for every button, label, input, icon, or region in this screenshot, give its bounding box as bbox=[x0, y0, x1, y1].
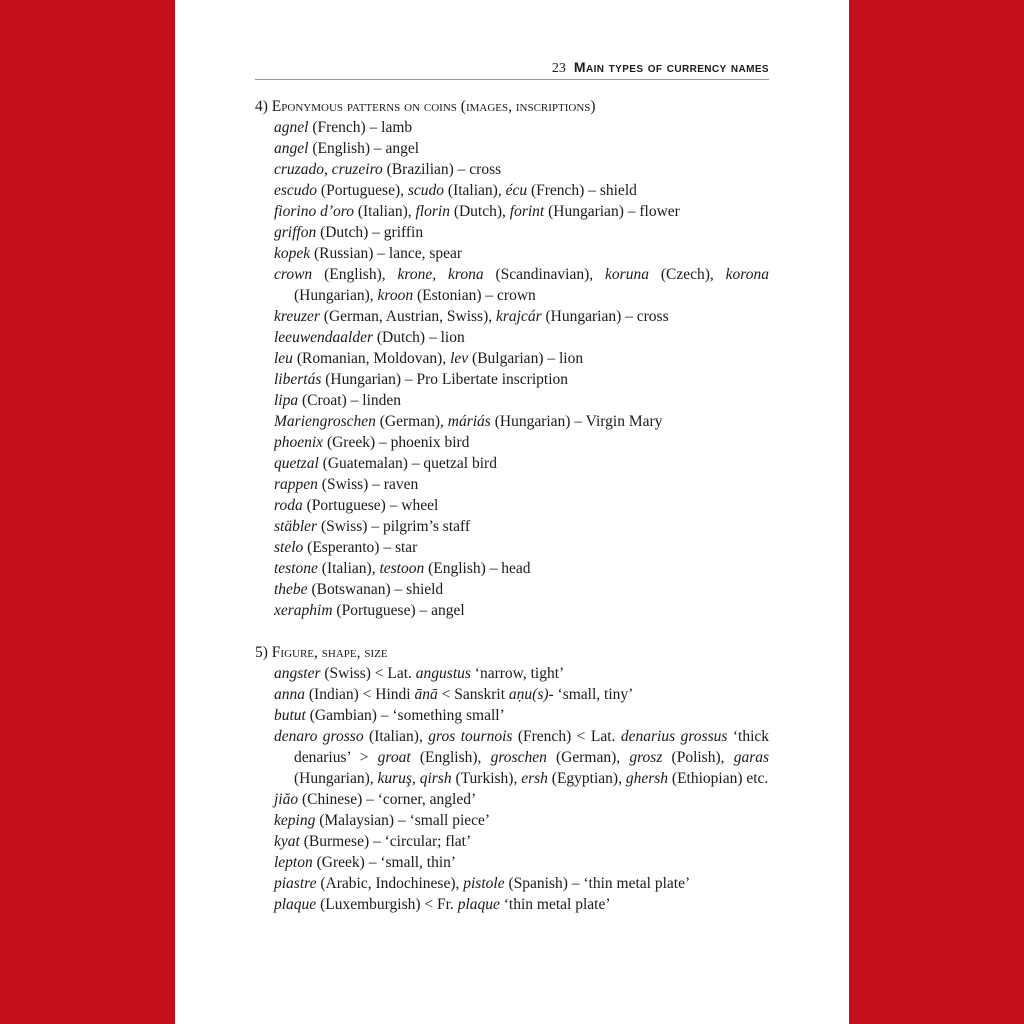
entry bbox=[255, 138, 769, 159]
entry bbox=[255, 894, 769, 915]
entry bbox=[255, 369, 769, 390]
entry-text: (Polish), bbox=[662, 749, 734, 766]
entry-term: plaque bbox=[457, 896, 500, 913]
entry-text: (Botswanan) – shield bbox=[307, 581, 444, 598]
entry-term: thebe bbox=[274, 581, 308, 598]
section-eponymous-patterns bbox=[255, 96, 769, 621]
entry-text: ‘thin metal plate’ bbox=[499, 896, 611, 913]
entry-text: (Hungarian), bbox=[294, 287, 378, 304]
entry-text: (English), bbox=[312, 266, 398, 283]
entry-term: denaro grosso bbox=[274, 728, 364, 745]
section-number: 4) bbox=[255, 98, 268, 115]
entry-text: (Romanian, Moldovan), bbox=[292, 350, 451, 367]
running-header bbox=[255, 58, 769, 80]
entry bbox=[255, 327, 769, 348]
entry-text: (Turkish), bbox=[451, 770, 522, 787]
entry bbox=[255, 831, 769, 852]
entry-text: (Dutch) – griffin bbox=[316, 224, 424, 241]
entry bbox=[255, 600, 769, 621]
entry-term: garas bbox=[733, 749, 770, 766]
entry-text: (Greek) – ‘small, thin’ bbox=[312, 854, 457, 871]
section-heading bbox=[255, 96, 769, 117]
entry-text: (Luxemburgish) < Fr. bbox=[316, 896, 458, 913]
entry bbox=[255, 705, 769, 726]
entry-term: plaque bbox=[274, 896, 317, 913]
entry-text: (German), bbox=[375, 413, 448, 430]
entry-text: (English) – angel bbox=[308, 140, 420, 157]
header-rule bbox=[255, 79, 769, 80]
entry-term: krajcár bbox=[496, 308, 542, 325]
entry-term: koruna bbox=[605, 266, 649, 283]
entry-text: (French) < Lat. bbox=[512, 728, 621, 745]
entry-text: (Bulgarian) – lion bbox=[468, 350, 584, 367]
entry bbox=[255, 495, 769, 516]
entry-text: (Estonian) – crown bbox=[413, 287, 536, 304]
entry-term: denarius grossus bbox=[620, 728, 728, 745]
entry bbox=[255, 432, 769, 453]
entry-text: (Hungarian), bbox=[294, 770, 378, 787]
entry-term: quetzal bbox=[274, 455, 319, 472]
entry-text: (Chinese) – ‘corner, angled’ bbox=[298, 791, 477, 808]
entry-term: jiăo bbox=[274, 791, 299, 808]
entry bbox=[255, 453, 769, 474]
entry-text: (French) – shield bbox=[527, 182, 637, 199]
entry-term: leeuwendaalder bbox=[274, 329, 374, 346]
entry-text: (Swiss) – pilgrim’s staff bbox=[317, 518, 471, 535]
entry bbox=[255, 117, 769, 138]
entry-text: (Hungarian) – Pro Libertate inscription bbox=[321, 371, 569, 388]
entry-term: gros tournois bbox=[428, 728, 513, 745]
entry bbox=[255, 516, 769, 537]
entry bbox=[255, 558, 769, 579]
entry bbox=[255, 663, 769, 684]
entry-term: phoenix bbox=[274, 434, 324, 451]
entry-term: groat bbox=[377, 749, 411, 766]
entry-term: rappen bbox=[274, 476, 318, 493]
entry bbox=[255, 306, 769, 327]
entry-term: crown bbox=[274, 266, 313, 283]
entry-text: (Hungarian) – flower bbox=[544, 203, 680, 220]
entry-text: (German), bbox=[546, 749, 630, 766]
entry-text: (Portuguese) – angel bbox=[332, 602, 465, 619]
entry-text: (Ethiopian) etc. bbox=[668, 770, 769, 787]
entry-text: (Spanish) – ‘thin metal plate’ bbox=[504, 875, 691, 892]
entry-text: (Egyptian), bbox=[547, 770, 626, 787]
entry-term: keping bbox=[274, 812, 316, 829]
entry-term: angster bbox=[274, 665, 321, 682]
entry bbox=[255, 726, 769, 789]
entry-term: angel bbox=[274, 140, 309, 157]
entry-term: kroon bbox=[377, 287, 414, 304]
entry bbox=[255, 180, 769, 201]
entry bbox=[255, 159, 769, 180]
entry-text: - ‘small, tiny’ bbox=[548, 686, 634, 703]
entry-text: (Guatemalan) – quetzal bird bbox=[318, 455, 497, 472]
entry bbox=[255, 810, 769, 831]
entry-text: (English), bbox=[410, 749, 491, 766]
page-body bbox=[255, 96, 769, 915]
entry-text: (Italian), bbox=[317, 560, 380, 577]
entry-term: lepton bbox=[274, 854, 313, 871]
entry-text: (Czech), bbox=[648, 266, 726, 283]
entry-term: leu bbox=[274, 350, 293, 367]
section-heading bbox=[255, 642, 769, 663]
section-figure-shape-size bbox=[255, 642, 769, 915]
entry-text: (German, Austrian, Swiss), bbox=[319, 308, 496, 325]
entry-text: (Italian), bbox=[444, 182, 506, 199]
entry-term: butut bbox=[274, 707, 306, 724]
entry bbox=[255, 411, 769, 432]
entry-term: ānā bbox=[414, 686, 438, 703]
entry bbox=[255, 243, 769, 264]
entry-term: groschen bbox=[490, 749, 547, 766]
entry-term: ghersh bbox=[625, 770, 669, 787]
entry-term: testoon bbox=[379, 560, 425, 577]
book-page bbox=[175, 0, 849, 1024]
entry-term: stelo bbox=[274, 539, 304, 556]
entry bbox=[255, 579, 769, 600]
entry-text: (Dutch), bbox=[449, 203, 510, 220]
entry-term: fiorino d’oro bbox=[274, 203, 354, 220]
section-title: Figure, shape, size bbox=[271, 644, 388, 661]
entry-text: (Hungarian) – Virgin Mary bbox=[490, 413, 663, 430]
entry bbox=[255, 222, 769, 243]
entry-term: agnel bbox=[274, 119, 309, 136]
entry-text: (French) – lamb bbox=[308, 119, 413, 136]
entry-term: krone, krona bbox=[397, 266, 484, 283]
entry-text: (Arabic, Indochinese), bbox=[316, 875, 464, 892]
entry-term: xeraphim bbox=[274, 602, 333, 619]
entry-text: (Portuguese), bbox=[317, 182, 408, 199]
page-number: 23 bbox=[551, 61, 566, 76]
entry-term: anna bbox=[274, 686, 305, 703]
entry-term: korona bbox=[725, 266, 769, 283]
entry-list bbox=[255, 117, 769, 621]
entry-term: kreuzer bbox=[274, 308, 320, 325]
entry-text: (Burmese) – ‘circular; flat’ bbox=[299, 833, 472, 850]
entry-term: roda bbox=[274, 497, 303, 514]
entry-text: (Hungarian) – cross bbox=[541, 308, 669, 325]
section-title: Eponymous patterns on coins (images, inscriptions) bbox=[271, 98, 596, 115]
entry-text: (Indian) < Hindi bbox=[305, 686, 415, 703]
entry-term: escudo bbox=[274, 182, 318, 199]
entry-text: (Italian), bbox=[363, 728, 429, 745]
entry-text: (Scandinavian), bbox=[483, 266, 606, 283]
entry-term: aṇu(s) bbox=[508, 686, 549, 703]
entry bbox=[255, 264, 769, 306]
entry-term: angustus bbox=[415, 665, 471, 682]
entry-text: (Dutch) – lion bbox=[373, 329, 465, 346]
entry bbox=[255, 873, 769, 894]
entry-term: lev bbox=[450, 350, 469, 367]
section-number: 5) bbox=[255, 644, 268, 661]
entry-text: < Sanskrit bbox=[437, 686, 509, 703]
entry-term: écu bbox=[505, 182, 528, 199]
entry bbox=[255, 474, 769, 495]
entry-term: forint bbox=[509, 203, 545, 220]
entry-text: (English) – head bbox=[424, 560, 531, 577]
entry-term: testone bbox=[274, 560, 318, 577]
entry-text: ‘thick denarius’ > bbox=[294, 728, 770, 766]
entry bbox=[255, 348, 769, 369]
entry-term: Mariengroschen bbox=[274, 413, 376, 430]
entry-text: (Greek) – phoenix bird bbox=[323, 434, 470, 451]
entry-text: (Esperanto) – star bbox=[303, 539, 418, 556]
entry-list bbox=[255, 663, 769, 915]
entry-term: piastre bbox=[274, 875, 317, 892]
entry bbox=[255, 201, 769, 222]
entry-text: (Gambian) – ‘something small’ bbox=[305, 707, 505, 724]
entry-term: libertás bbox=[274, 371, 322, 388]
entry-term: lipa bbox=[274, 392, 299, 409]
entry-term: máriás bbox=[447, 413, 491, 430]
entry-text: (Swiss) < Lat. bbox=[320, 665, 416, 682]
entry-term: stäbler bbox=[274, 518, 318, 535]
entry-term: griffon bbox=[274, 224, 317, 241]
entry-text: (Russian) – lance, spear bbox=[310, 245, 463, 262]
entry-term: pistole bbox=[463, 875, 505, 892]
entry-text: (Croat) – linden bbox=[298, 392, 402, 409]
entry-term: cruzado, cruzeiro bbox=[274, 161, 383, 178]
entry-term: ersh bbox=[521, 770, 548, 787]
entry bbox=[255, 852, 769, 873]
entry bbox=[255, 684, 769, 705]
entry bbox=[255, 537, 769, 558]
chapter-title: Main types of currency names bbox=[573, 59, 769, 75]
entry-term: grosz bbox=[629, 749, 663, 766]
entry-term: florin bbox=[415, 203, 450, 220]
entry-text: (Portuguese) – wheel bbox=[302, 497, 439, 514]
entry-term: kyat bbox=[274, 833, 300, 850]
entry-text: (Brazilian) – cross bbox=[382, 161, 502, 178]
entry-text: (Italian), bbox=[353, 203, 416, 220]
entry bbox=[255, 390, 769, 411]
entry-term: kuruş, qirsh bbox=[377, 770, 452, 787]
entry-term: scudo bbox=[407, 182, 445, 199]
entry bbox=[255, 789, 769, 810]
entry-text: ‘narrow, tight’ bbox=[470, 665, 565, 682]
entry-term: kopek bbox=[274, 245, 311, 262]
entry-text: (Swiss) – raven bbox=[317, 476, 419, 493]
entry-text: (Malaysian) – ‘small piece’ bbox=[315, 812, 491, 829]
